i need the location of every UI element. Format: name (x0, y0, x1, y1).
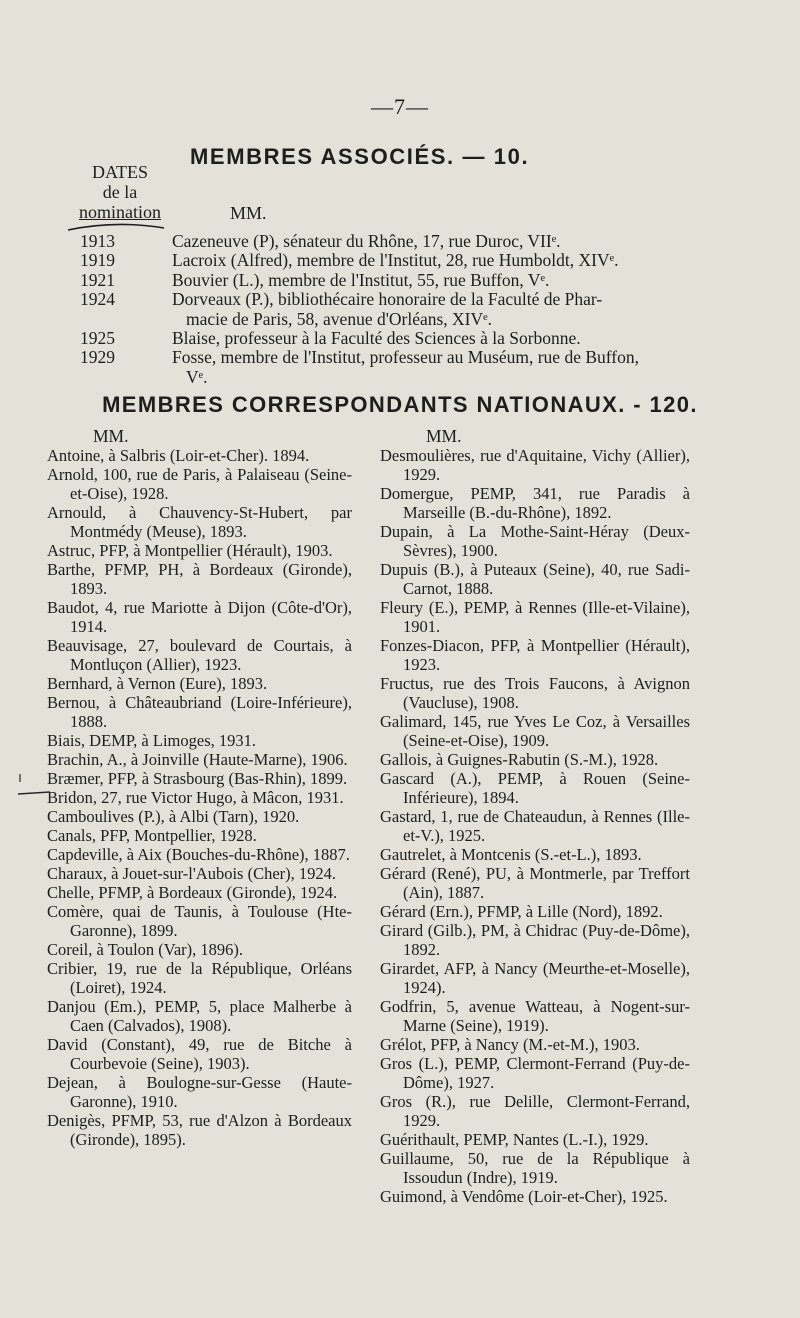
associate-text (172, 348, 720, 387)
correspondent-entry: Danjou (Em.), PEMP, 5, place Malherbe à Caen (Calvados), 1908). (47, 997, 352, 1035)
correspondent-entry: Godfrin, 5, avenue Watteau, à Nogent-sur-Marne (Seine), 1919). (380, 997, 690, 1035)
correspondent-entry: Gastard, 1, rue de Chateaudun, à Rennes (Ille-et-V.), 1925. (380, 807, 690, 845)
correspondent-entry: Gérard (René), PU, à Montmerle, par Treffort (Ain), 1887. (380, 864, 690, 902)
associate-text (172, 290, 720, 329)
correspondents-heading: MEMBRES CORRESPONDANTS NATIONAUX. - 120. (102, 392, 698, 417)
correspondent-entry: Camboulives (P.), à Albi (Tarn), 1920. (47, 807, 300, 826)
correspondent-entry: Gérard (Ern.), PFMP, à Lille (Nord), 1892. (380, 902, 663, 921)
associate-line: Bouvier (L.), membre de l'Institut, 55, rue Buffon, Vᵉ. (172, 269, 550, 290)
associate-year: 1913 (80, 231, 115, 251)
correspondent-entry: Bernou, à Châteaubriand (Loire-Inférieure), 1888. (47, 693, 352, 731)
associate-line: Vᵉ. (186, 366, 208, 387)
correspondent-entry: Guillaume, 50, rue de la République à Issoudun (Indre), 1919. (380, 1149, 690, 1187)
correspondent-entry: Baudot, 4, rue Mariotte à Dijon (Côte-d'Or), 1914. (47, 598, 352, 636)
correspondent-entry: Galimard, 145, rue Yves Le Coz, à Versailles (Seine-et-Oise), 1909. (380, 712, 690, 750)
correspondent-entry: Desmoulières, rue d'Aquitaine, Vichy (Allier), 1929. (380, 446, 690, 484)
associate-row (80, 348, 720, 387)
associates-heading: MEMBRES ASSOCIÉS. — 10. (190, 144, 530, 169)
correspondent-entry: Cribier, 19, rue de la République, Orléans (Loiret), 1924. (47, 959, 352, 997)
associate-text (172, 232, 720, 251)
associate-line: Fosse, membre de l'Institut, professeur au Muséum, rue de Buffon, (172, 347, 639, 368)
associate-row (80, 329, 720, 348)
dates-header-line: DATES (91, 162, 148, 182)
associate-text (172, 329, 720, 348)
associate-row (80, 290, 720, 329)
associate-line: Blaise, professeur à la Faculté des Sciences à la Sorbonne. (172, 328, 581, 349)
associate-text (172, 271, 720, 290)
correspondent-entry: Dupuis (B.), à Puteaux (Seine), 40, rue Sadi-Carnot, 1888. (380, 560, 690, 598)
correspondent-entry: Girardet, AFP, à Nancy (Meurthe-et-Moselle), 1924). (380, 959, 690, 997)
page-number: —7— (371, 94, 429, 119)
correspondent-entry: Gautrelet, à Montcenis (S.-et-L.), 1893. (380, 845, 642, 864)
dates-column-header (60, 162, 180, 222)
associate-line: Dorveaux (P.), bibliothécaire honoraire de la Faculté de Phar- (172, 289, 603, 310)
correspondent-entry: Coreil, à Toulon (Var), 1896). (47, 940, 244, 959)
right-mm-label: MM. (426, 426, 462, 446)
correspondent-entry: Fonzes-Diacon, PFP, à Montpellier (Hérault), 1923. (380, 636, 690, 674)
associate-year: 1925 (80, 328, 115, 349)
margin-ink-mark (14, 770, 54, 800)
correspondent-entry: Barthe, PFMP, PH, à Bordeaux (Gironde), 1893. (47, 560, 352, 598)
correspondent-entry: Dejean, à Boulogne-sur-Gesse (Haute-Garonne), 1910. (47, 1073, 352, 1111)
correspondent-entry: Biais, DEMP, à Limoges, 1931. (47, 731, 256, 750)
correspondent-entry: Gros (R.), rue Delille, Clermont-Ferrand, 1929. (380, 1092, 690, 1130)
correspondent-entry: Guimond, à Vendôme (Loir-et-Cher), 1925. (380, 1187, 668, 1206)
correspondent-entry: Denigès, PFMP, 53, rue d'Alzon à Bordeaux (Gironde), 1895). (47, 1111, 352, 1149)
correspondent-entry: Bernhard, à Vernon (Eure), 1893. (47, 674, 268, 693)
correspondent-entry: Charaux, à Jouet-sur-l'Aubois (Cher), 1924. (47, 864, 337, 883)
left-mm-label: MM. (93, 426, 129, 446)
correspondent-entry: Capdeville, à Aix (Bouches-du-Rhône), 1887. (47, 845, 350, 864)
associate-line: Lacroix (Alfred), membre de l'Institut, 28, rue Humboldt, XIVᵉ. (172, 250, 619, 271)
dates-header-line: nomination (79, 202, 161, 222)
correspondent-entry: Beauvisage, 27, boulevard de Courtais, à Montluçon (Allier), 1923. (47, 636, 352, 674)
correspondent-entry: Comère, quai de Taunis, à Toulouse (Hte-Garonne), 1899. (47, 902, 352, 940)
correspondent-entry: Gros (L.), PEMP, Clermont-Ferrand (Puy-de-Dôme), 1927. (380, 1054, 690, 1092)
correspondents-right-column (380, 427, 690, 1206)
associate-row (80, 271, 720, 290)
correspondents-left-column (47, 427, 352, 1149)
correspondent-entry: David (Constant), 49, rue de Bitche à Courbevoie (Seine), 1903). (47, 1035, 352, 1073)
correspondent-entry: Fleury (E.), PEMP, à Rennes (Ille-et-Vilaine), 1901. (380, 598, 690, 636)
associates-list (80, 232, 720, 387)
correspondent-entry: Gascard (A.), PEMP, à Rouen (Seine-Inférieure), 1894. (380, 769, 690, 807)
correspondent-entry: Brachin, A., à Joinville (Haute-Marne), 1906. (47, 750, 348, 769)
associate-line: Cazeneuve (P), sénateur du Rhône, 17, rue Duroc, VIIᵉ. (172, 231, 561, 251)
correspondent-entry: Grélot, PFP, à Nancy (M.-et-M.), 1903. (380, 1035, 640, 1054)
correspondent-entry: Arnould, à Chauvency-St-Hubert, par Montmédy (Meuse), 1893. (47, 503, 352, 541)
correspondent-entry: Domergue, PEMP, 341, rue Paradis à Marseille (B.-du-Rhône), 1892. (380, 484, 690, 522)
associate-text (172, 251, 720, 270)
correspondent-entry: Fructus, rue des Trois Faucons, à Avignon (Vaucluse), 1908. (380, 674, 690, 712)
associates-mm-label: MM. (230, 203, 267, 223)
correspondent-entry: Girard (Gilb.), PM, à Chidrac (Puy-de-Dôme), 1892. (380, 921, 690, 959)
correspondent-entry: Bræmer, PFP, à Strasbourg (Bas-Rhin), 1899. (47, 769, 348, 788)
associate-row (80, 251, 720, 270)
right-entries (380, 446, 690, 1206)
correspondent-entry: Gallois, à Guignes-Rabutin (S.-M.), 1928. (380, 750, 659, 769)
associate-line: macie de Paris, 58, avenue d'Orléans, XIVᵉ. (186, 308, 493, 329)
correspondent-entry: Astruc, PFP, à Montpellier (Hérault), 1903. (47, 541, 333, 560)
correspondent-entry: Bridon, 27, rue Victor Hugo, à Mâcon, 1931. (47, 788, 344, 807)
associate-year: 1919 (80, 250, 115, 271)
correspondent-entry: Chelle, PFMP, à Bordeaux (Gironde), 1924. (47, 883, 338, 902)
correspondent-entry: Antoine, à Salbris (Loir-et-Cher). 1894. (47, 446, 310, 465)
left-entries (47, 446, 352, 1149)
associate-year: 1929 (80, 347, 115, 368)
correspondent-entry: Dupain, à La Mothe-Saint-Héray (Deux-Sèvres), 1900. (380, 522, 690, 560)
correspondent-entry: Canals, PFP, Montpellier, 1928. (47, 826, 257, 845)
dates-header-line: de la (102, 182, 138, 202)
correspondent-entry: Arnold, 100, rue de Paris, à Palaiseau (Seine-et-Oise), 1928. (47, 465, 352, 503)
associate-row (80, 232, 720, 251)
correspondent-entry: Guérithault, PEMP, Nantes (L.-I.), 1929. (380, 1130, 649, 1149)
associate-year: 1924 (80, 289, 115, 310)
associate-year: 1921 (80, 269, 115, 290)
